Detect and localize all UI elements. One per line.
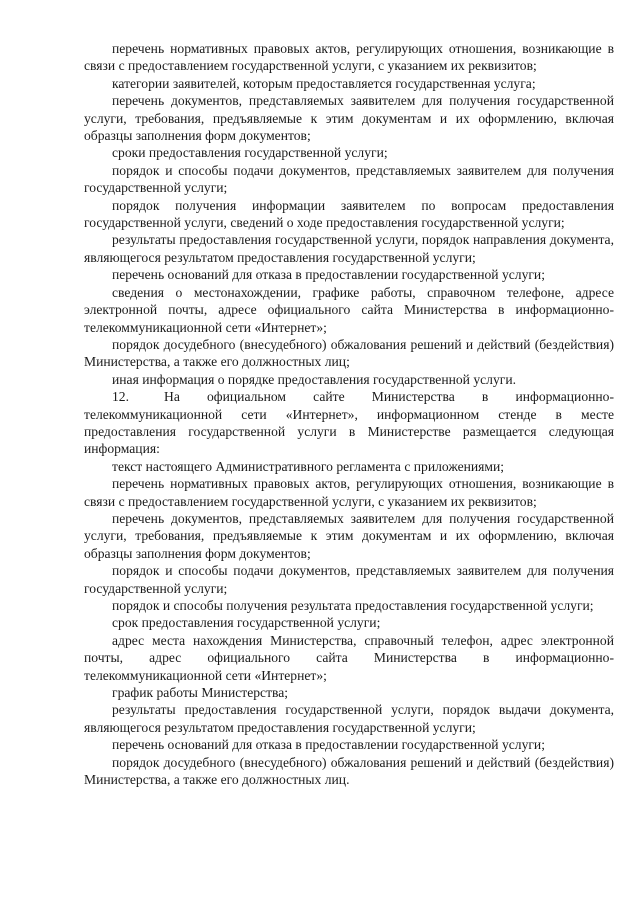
item-number: 12. bbox=[112, 389, 129, 405]
paragraph-result-methods: порядок и способы получения результата предоставления государственной услуги; bbox=[112, 598, 594, 613]
paragraph-appeal-procedure-2: порядок досудебного (внесудебного) обжалования решений и действий (бездействия) Министерства, а также его должностных лиц. bbox=[84, 754, 614, 788]
paragraph-documents-list: перечень документов, представляемых заявителем для получения государственной услуги, требования, предъявляемые к этим документам и их оформлению, включая образцы заполнения форм документов; bbox=[84, 93, 614, 144]
paragraph-appeal-procedure: порядок досудебного (внесудебного) обжалования решений и действий (бездействия) Министерства, а также его должностных лиц; bbox=[84, 336, 614, 370]
paragraph-applicant-categories: категории заявителей, которым предоставляется государственная услуга; bbox=[112, 75, 536, 91]
paragraph-regulation-text: текст настоящего Административного регламента с приложениями; bbox=[112, 458, 505, 474]
paragraph-results-2: результаты предоставления государственной услуги, порядок выдачи документа, являющегося результатом предоставления государственной услуги; bbox=[84, 702, 614, 735]
paragraph-work-schedule: график работы Министерства; bbox=[112, 685, 289, 701]
paragraph-results: результаты предоставления государственной услуги, порядок направления документа, являющегося результатом предоставления государственной услуги; bbox=[84, 232, 614, 265]
paragraph-item-12 bbox=[84, 388, 614, 458]
paragraph-submission-methods: порядок и способы подачи документов, представляемых заявителем для получения государственной услуги; bbox=[84, 162, 614, 196]
paragraph-refusal-grounds: перечень оснований для отказа в предоставлении государственной услуги; bbox=[112, 267, 545, 283]
paragraph-service-terms: сроки предоставления государственной услуги; bbox=[112, 145, 388, 161]
paragraph-npa-list-2: перечень нормативных правовых актов, регулирующих отношения, возникающие в связи с предоставлением государственной услуги, с указанием их реквизитов; bbox=[84, 476, 614, 509]
paragraph-npa-list: перечень нормативных правовых актов, регулирующих отношения, возникающие в связи с предоставлением государственной услуги, с указанием их реквизитов; bbox=[84, 41, 614, 74]
item-12-text: На официальном сайте Министерства в информационно-телекоммуникационной сети «Интернет», информационном стенде в месте предоставления государственной услуги в Министерстве размещается следующая информация: bbox=[84, 389, 614, 457]
paragraph-refusal-grounds-2: перечень оснований для отказа в предоставлении государственной услуги; bbox=[112, 737, 545, 753]
paragraph-service-term-2: срок предоставления государственной услуги; bbox=[112, 615, 381, 631]
paragraph-address-info: адрес места нахождения Министерства, справочный телефон, адрес электронной почты, адрес официального сайта Министерства в информационно-телекоммуникационной сети «Интернет»; bbox=[84, 632, 614, 683]
paragraph-info-procedure: порядок получения информации заявителем по вопросам предоставления государственной услуги, сведений о ходе предоставления государственной услуги; bbox=[84, 197, 614, 231]
paragraph-submission-methods-2: порядок и способы подачи документов, представляемых заявителем для получения государственной услуги; bbox=[84, 563, 614, 596]
paragraph-other-info: иная информация о порядке предоставления государственной услуги. bbox=[112, 371, 517, 387]
paragraph-location-info: сведения о местонахождении, графике работы, справочном телефоне, адресе электронной почты, адресе официального сайта Министерства в информационно-телекоммуникационной сети «Интернет»; bbox=[84, 284, 614, 335]
paragraph-documents-list-2: перечень документов, представляемых заявителем для получения государственной услуги, требования, предъявляемые к этим документам и их оформлению, включая образцы заполнения форм документов; bbox=[84, 510, 614, 561]
